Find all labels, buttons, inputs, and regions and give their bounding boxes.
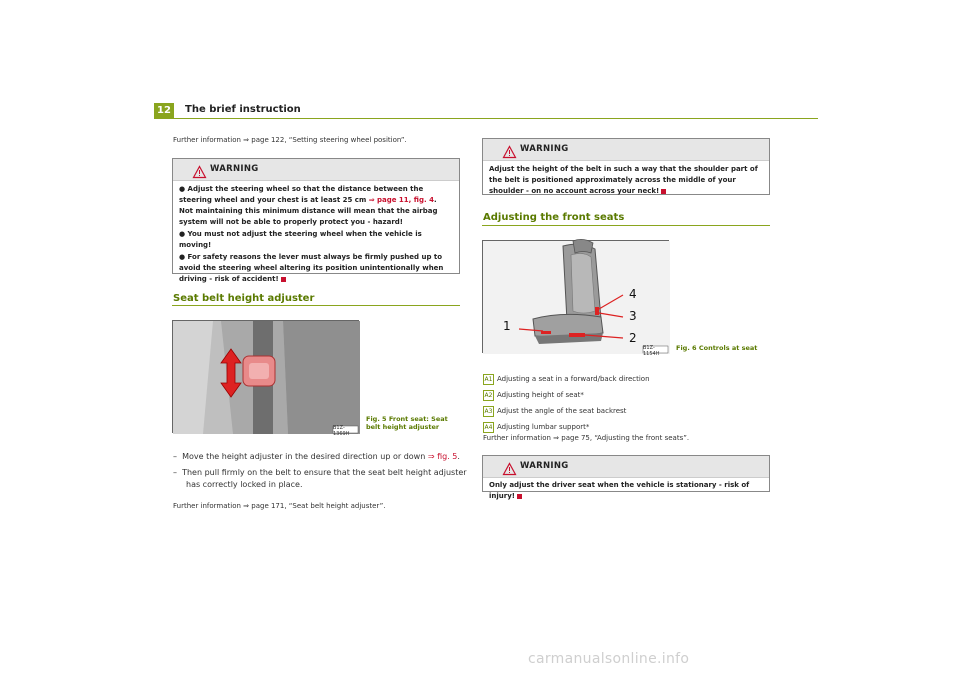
end-mark-icon	[517, 494, 522, 499]
warning-box-seat	[482, 455, 770, 500]
warning-body	[173, 181, 459, 289]
list-item	[483, 387, 650, 403]
figure-caption-5: Fig. 5 Front seat: Seat belt height adjuster	[366, 415, 448, 431]
watermark: carmanualsonline.info	[528, 651, 690, 667]
figure-code: B1Z-1154H	[643, 345, 660, 357]
further-info-steering: Further information ⇒ page 122, “Setting steering wheel position”.	[173, 136, 407, 144]
figure-caption-6: Fig. 6 Controls at seat	[676, 344, 758, 352]
figure-code: B1Z-1369H	[333, 425, 350, 437]
callout-label: 4	[629, 287, 637, 301]
warning-item-text: Adjust the steering wheel so that the distance between the steering wheel and your chest is at least 25 cm	[179, 185, 424, 204]
warning-header	[173, 159, 459, 181]
callout-label: 2	[629, 331, 637, 345]
link-fig5[interactable]: ⇒ fig. 5	[427, 452, 458, 461]
step-text: Move the height adjuster in the desired direction up or down	[182, 452, 428, 461]
warning-item-text: You must not adjust the steering wheel when the vehicle is moving!	[179, 230, 422, 249]
warning-box-belt	[482, 138, 770, 195]
warning-text: Only adjust the driver seat when the vehicle is stationary - risk of injury!	[489, 481, 750, 500]
figure-seat-controls	[482, 240, 669, 357]
end-mark-icon	[661, 189, 666, 194]
warning-triangle-icon	[503, 460, 516, 479]
callout-badge-icon: A2	[484, 391, 493, 399]
warning-item: ● You must not adjust the steering wheel when the vehicle is moving!	[179, 230, 422, 249]
list-item	[483, 419, 650, 435]
warning-item-text: . Not maintaining this minimum distance will mean that the airbag system will not be able to properly protect you - hazard!	[179, 196, 438, 226]
warning-header	[483, 139, 769, 161]
further-info-belt: Further information ⇒ page 171, “Seat belt height adjuster”.	[173, 502, 386, 510]
warning-triangle-icon	[503, 143, 516, 162]
step-text: Then pull firmly on the belt to ensure that the seat belt height adjuster has correctly locked in place.	[182, 468, 467, 489]
further-info-seats: Further information ⇒ page 75, “Adjusting the front seats”.	[483, 434, 690, 442]
callout-label: 3	[629, 309, 637, 323]
warning-title: WARNING	[210, 164, 259, 174]
list-item	[483, 371, 650, 387]
callout-badge-icon: A1	[484, 375, 493, 383]
step-1	[173, 451, 463, 463]
warning-title: WARNING	[520, 461, 569, 471]
step-dash: –	[173, 468, 177, 477]
warning-item: ● For safety reasons the lever must always be firmly pushed up to avoid the steering wheel altering its position unintentionally when driving - risk of accident!	[179, 253, 444, 283]
section-title-seats: Adjusting the front seats	[483, 212, 625, 223]
step-text: .	[457, 452, 460, 461]
warning-box-steering	[172, 158, 460, 283]
link-fig4[interactable]: ⇒ page 11, fig. 4	[368, 196, 434, 204]
list-item-text: Adjusting lumbar support*	[497, 423, 590, 431]
seat-controls-illustration	[483, 241, 670, 354]
page-title: The brief instruction	[185, 104, 301, 115]
figure-seatbelt-adjuster	[172, 320, 359, 437]
callout-label: 1	[503, 319, 511, 333]
list-item	[483, 403, 650, 419]
callout-badge-icon: A4	[484, 423, 493, 431]
step-dash: –	[173, 452, 177, 461]
step-2	[173, 467, 476, 491]
section-title-belt: Seat belt height adjuster	[173, 293, 315, 304]
list-item-text: Adjust the angle of the seat backrest	[497, 407, 627, 415]
warning-body	[483, 161, 769, 200]
warning-text: Adjust the height of the belt in such a way that the shoulder part of the belt is positioned approximately across the middle of your shoulder - on no account across your neck!	[489, 165, 758, 195]
controls-list	[483, 371, 650, 435]
warning-header	[483, 456, 769, 478]
section-divider	[172, 305, 460, 306]
warning-item: ● Adjust the steering wheel so that the distance between the steering wheel and your chest is at least 25 cm ⇒ page 11, fig. 4. Not maintaining this minimum distance will mean that the airbag system will not be able to properly protect you - hazard!	[179, 185, 438, 226]
list-item-text: Adjusting a seat in a forward/back direction	[497, 375, 650, 383]
list-item-text: Adjusting height of seat*	[497, 391, 584, 399]
end-mark-icon	[281, 277, 286, 282]
section-divider	[482, 225, 770, 226]
page-number: 12	[154, 103, 174, 118]
callout-badge-icon: A3	[484, 407, 493, 415]
seatbelt-adjuster-illustration	[173, 321, 360, 434]
warning-title: WARNING	[520, 144, 569, 154]
warning-item-text: For safety reasons the lever must always be firmly pushed up to avoid the steering wheel altering its position unintentionally when driving - risk of accident!	[179, 253, 444, 283]
warning-body	[483, 478, 769, 505]
header-divider	[154, 118, 818, 119]
warning-triangle-icon	[193, 163, 206, 182]
